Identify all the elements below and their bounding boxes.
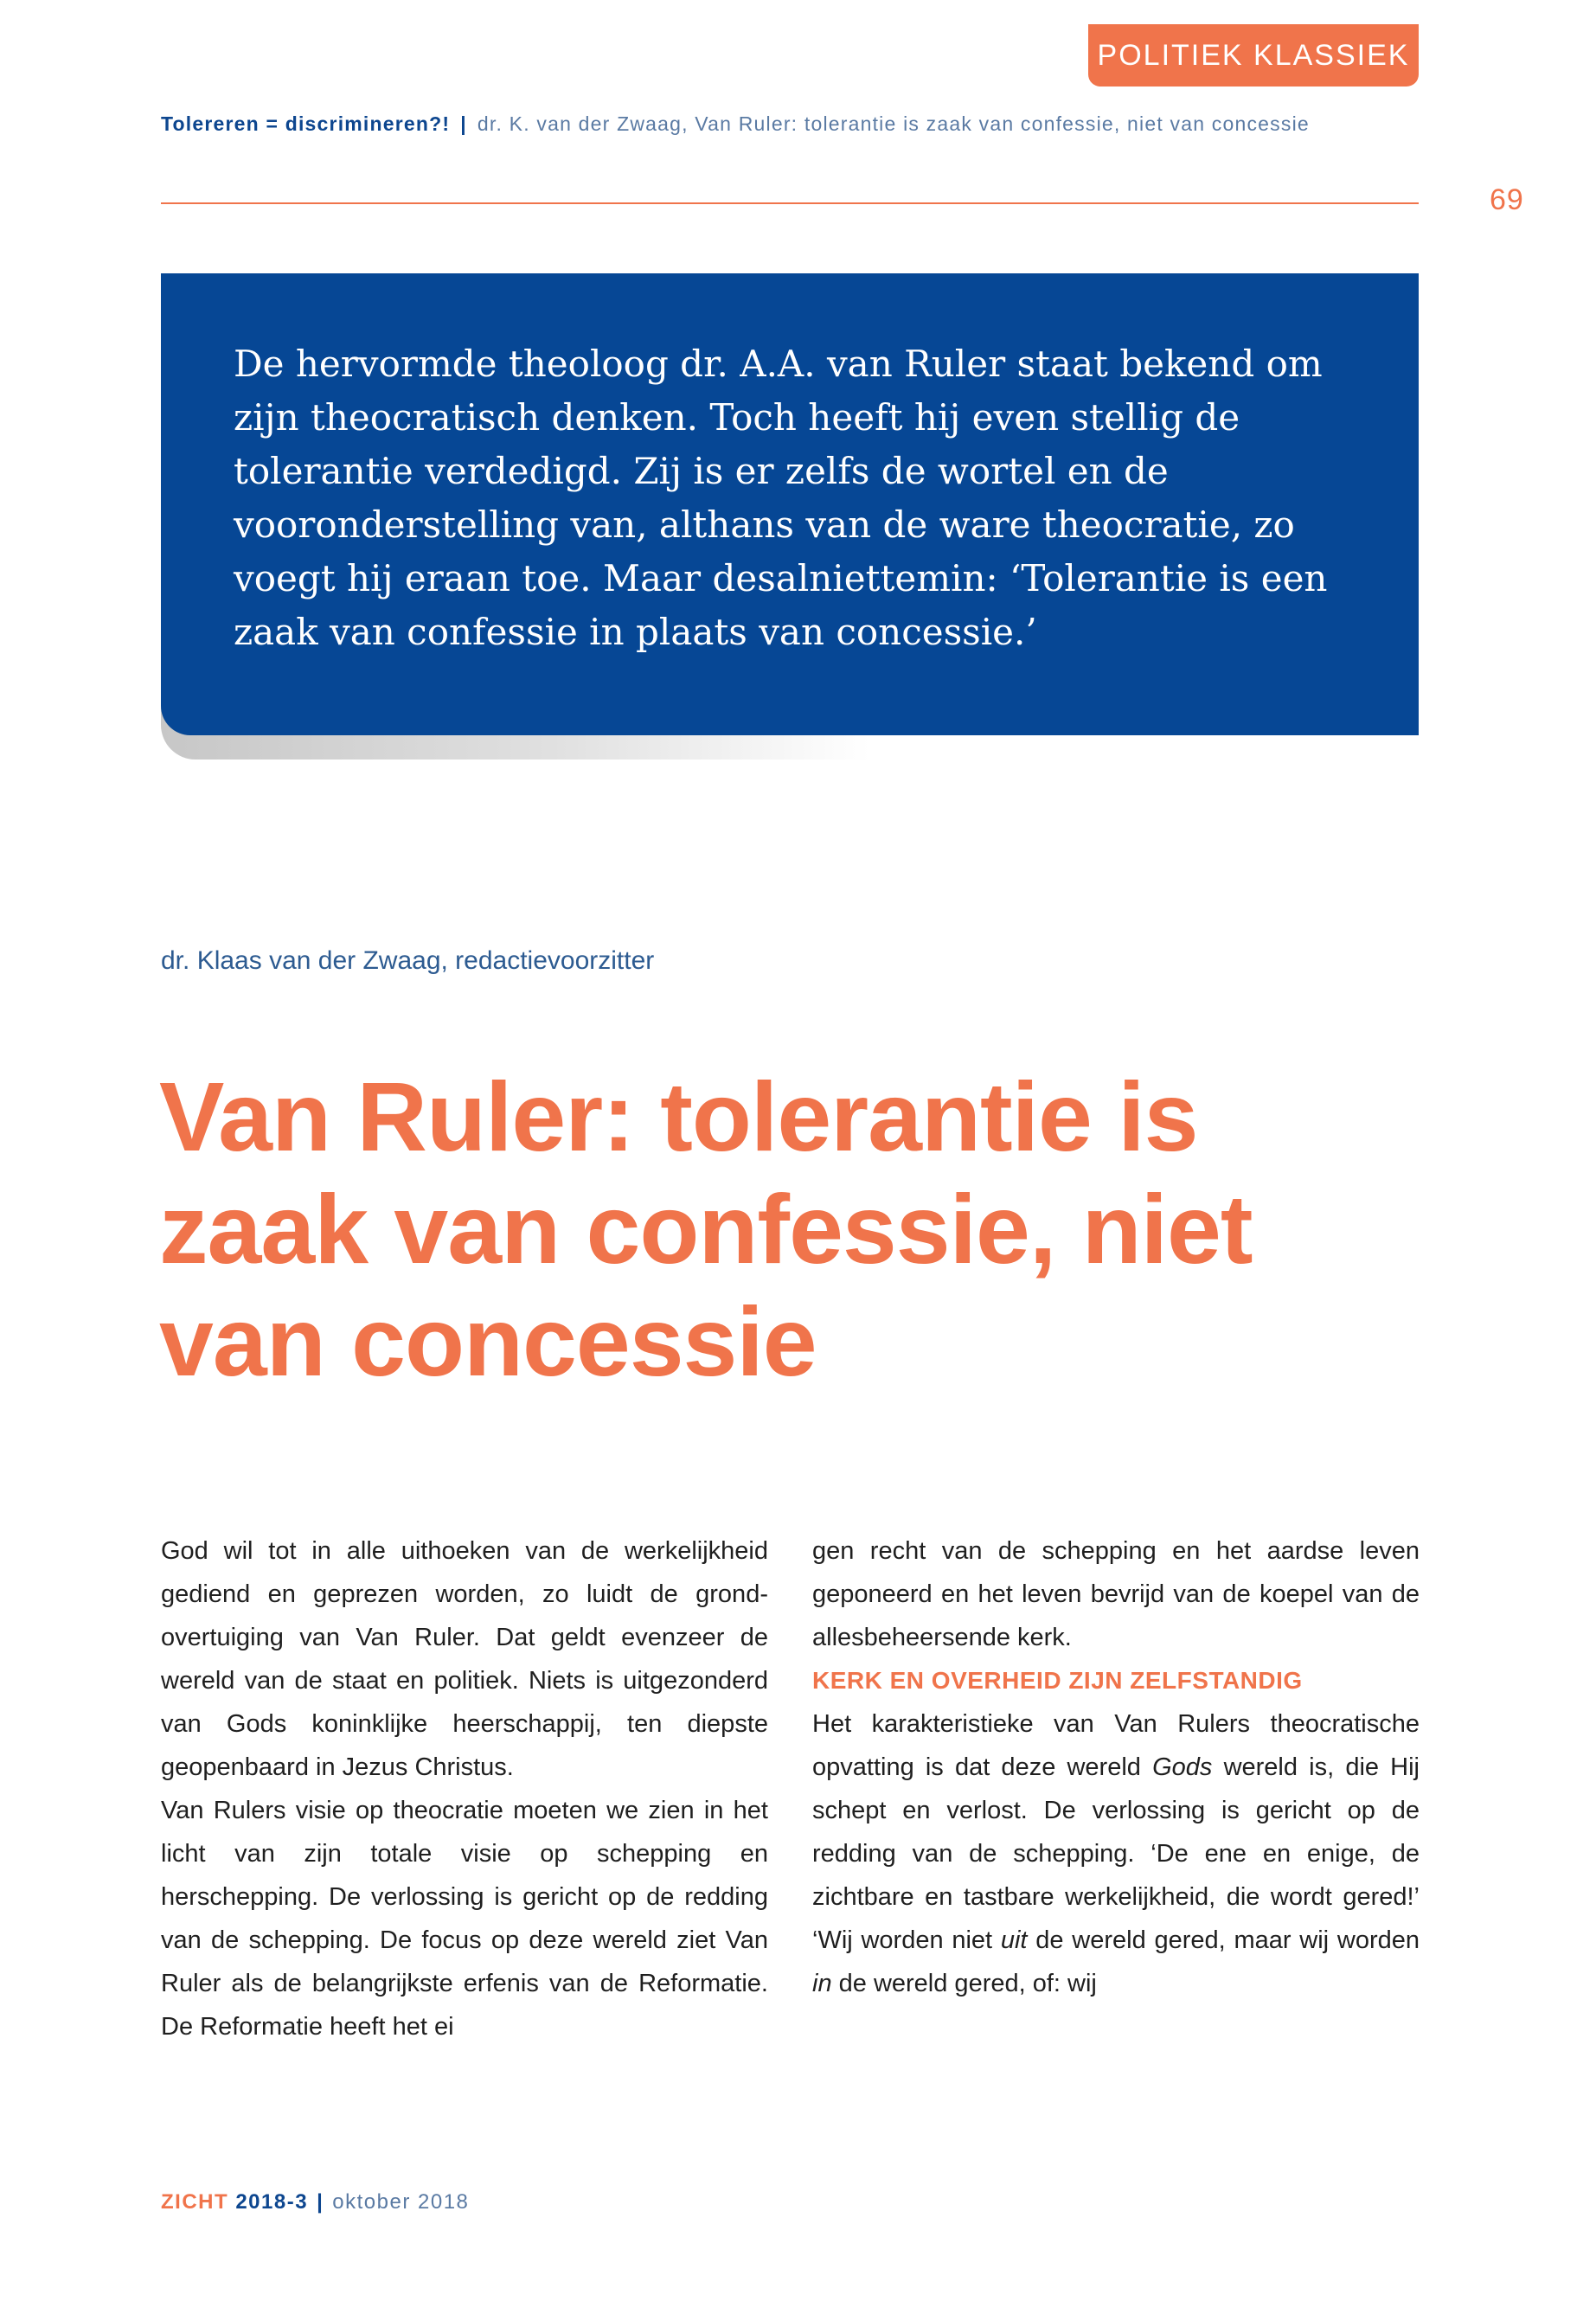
issue-date: oktober 2018 (332, 2190, 470, 2214)
lead-text: De hervormde theoloog dr. A.A. van Ruler staat bekend om zijn theocratisch denken. Toch heeft hij even stellig de tolerantie verdedigd. Zij is er zelfs de wortel en de vooronderstelling van, althans van de ware theocratie, zo voegt hij eraan toe. Maar desalniettemin: ‘Tolerantie is een zaak van confessie in plaats van concessie.’ (234, 343, 1328, 653)
footer (161, 2190, 469, 2214)
section-tab: POLITIEK KLASSIEK (1088, 24, 1419, 87)
section-subheading: KERK EN OVERHEID ZIJN ZELFSTANDIG (812, 1667, 1303, 1694)
header-separator: | (460, 112, 467, 135)
text-run: de wereld gered, of: wij (831, 1970, 1097, 1997)
text-run: de wereld gered, maar wij worden (1027, 1926, 1420, 1954)
running-header (161, 112, 1424, 136)
footer-separator: | (317, 2190, 324, 2214)
body-column-left (161, 1529, 768, 2048)
magazine-name: ZICHT (161, 2190, 229, 2214)
article-reference: dr. K. van der Zwaag, Van Ruler: tolerantie is zaak van confessie, niet van concessie (477, 112, 1310, 135)
body-paragraph: gen recht van de schepping en het aardse leven geponeerd en het leven bevrijd van de koepel van de allesbeheersende kerk. (812, 1537, 1420, 1651)
author-byline: dr. Klaas van der Zwaag, redactievoorzitter (161, 946, 655, 975)
body-paragraph: Van Rulers visie op theocratie moeten we zien in het licht van zijn totale visie op schepping en herschepping. De verlossing is gericht op de redding van de schepping. De focus op deze wereld ziet Van Ruler als de belangrijkste erfenis van de Reformatie. De Reformatie heeft het ei (161, 1797, 768, 2041)
page-number: 69 (1490, 183, 1524, 216)
issue-number: 2018-3 (235, 2190, 309, 2214)
text-run: Het karakteristieke van Van Rulers theocratische opvatting is dat deze wereld (812, 1710, 1420, 1781)
text-run: wereld is, die Hij schept en verlost. De verlossing is gericht op de redding van de schepping. ‘De ene en enige, de zichtbare en tastbare werkelijkheid, die wordt gered!’ ‘Wij worden niet (812, 1753, 1420, 1954)
emphasis-text: in (812, 1970, 832, 1997)
body-paragraph: God wil tot in alle uithoeken van de werkelijkheid gediend en geprezen worden, zo luidt de grondovertuiging van Van Ruler. Dat geldt evenzeer de wereld van de staat en politiek. Niets is uitgezonderd van Gods koninklijke heerschappij, ten diepste geopenbaard in Jezus Christus. (161, 1537, 768, 1781)
emphasis-text: uit (1000, 1926, 1028, 1954)
emphasis-text: Gods (1152, 1753, 1213, 1781)
series-title: Tolereren = discrimineren?! (161, 112, 451, 135)
article-title: Van Ruler: tolerantie is zaak van confessie, niet van concessie (159, 1062, 1253, 1396)
body-column-right (812, 1529, 1420, 2005)
lead-box (161, 273, 1419, 735)
body-paragraph (812, 1702, 1420, 2005)
header-rule (161, 202, 1419, 204)
